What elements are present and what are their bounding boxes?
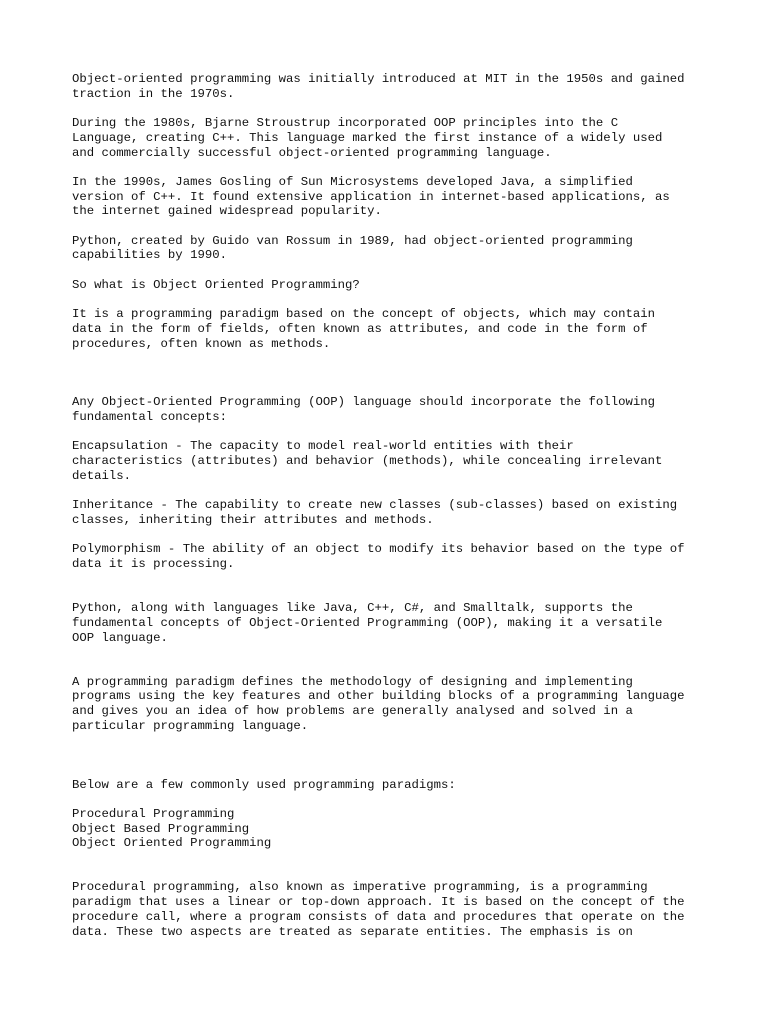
paragraph-gap	[72, 101, 712, 116]
document-page	[72, 72, 712, 939]
paragraph-procedural: Procedural programming, also known as imperative programming, is a programming paradigm that uses a linear or top-down approach. It is based on the concept of the procedure call, where a program consists of data and procedures that operate on the data. These two aspects are treated as separate entities. The emphasis is on	[72, 880, 685, 939]
paragraph-gosling-java: In the 1990s, James Gosling of Sun Microsystems developed Java, a simplified version of C++. It found extensive application in internet-based applications, as the internet gained widespread popularity.	[72, 174, 670, 219]
paragraph-gap	[72, 425, 712, 440]
paragraph-inheritance: Inheritance - The capability to create new classes (sub-classes) based on existing classes, inheriting their attributes and methods.	[72, 498, 678, 527]
paragraph-gap	[72, 292, 712, 307]
paragraph-gap	[72, 219, 712, 234]
paragraph-oop-history-mit: Object-oriented programming was initially introduced at MIT in the 1950s and gained traction in the 1970s.	[72, 72, 685, 101]
paragraph-fundamental-concepts: Any Object-Oriented Programming (OOP) language should incorporate the following fundamental concepts:	[72, 395, 655, 425]
paragraph-gap	[72, 733, 712, 777]
paragraph-encapsulation: Encapsulation - The capacity to model real-world entities with their characteristics (attributes) and behavior (methods), while concealing irrelevant details.	[72, 439, 663, 483]
paragraph-gap	[72, 645, 712, 674]
paragraph-paradigms-intro: Below are a few commonly used programming paradigms:	[72, 777, 456, 792]
paragraph-polymorphism: Polymorphism - The ability of an object to modify its behavior based on the type of data it is processing.	[72, 542, 685, 572]
paragraph-stroustrup-cpp: During the 1980s, Bjarne Stroustrup incorporated OOP principles into the C Language, creating C++. This language marked the first instance of a widely used and commercially successful object-oriented programming language.	[72, 116, 663, 160]
paradigm-list: Procedural Programming Object Based Programming Object Oriented Programming	[72, 806, 272, 851]
paragraph-gap	[72, 484, 712, 499]
paragraph-python-history: Python, created by Guido van Rossum in 1989, had object-oriented programming capabilities by 1990.	[72, 233, 633, 263]
paragraph-gap	[72, 263, 712, 278]
paragraph-gap	[72, 792, 712, 807]
paragraph-python-support: Python, along with languages like Java, C++, C#, and Smalltalk, supports the fundamental concepts of Object-Oriented Programming (OOP), making it a versatile OOP language.	[72, 601, 663, 645]
paragraph-gap	[72, 572, 712, 601]
paragraph-gap	[72, 851, 712, 880]
paragraph-gap	[72, 160, 712, 175]
paragraph-paradigm-definition: A programming paradigm defines the methodology of designing and implementing programs using the key features and other building blocks of a programming language and gives you an idea of how problems are generally analysed and solved in a particular programming language.	[72, 674, 685, 733]
paragraph-gap	[72, 528, 712, 543]
paragraph-oop-definition: It is a programming paradigm based on the concept of objects, which may contain data in the form of fields, often known as attributes, and code in the form of procedures, often known as methods.	[72, 307, 655, 351]
paragraph-gap	[72, 351, 712, 395]
paragraph-question: So what is Object Oriented Programming?	[72, 277, 360, 292]
